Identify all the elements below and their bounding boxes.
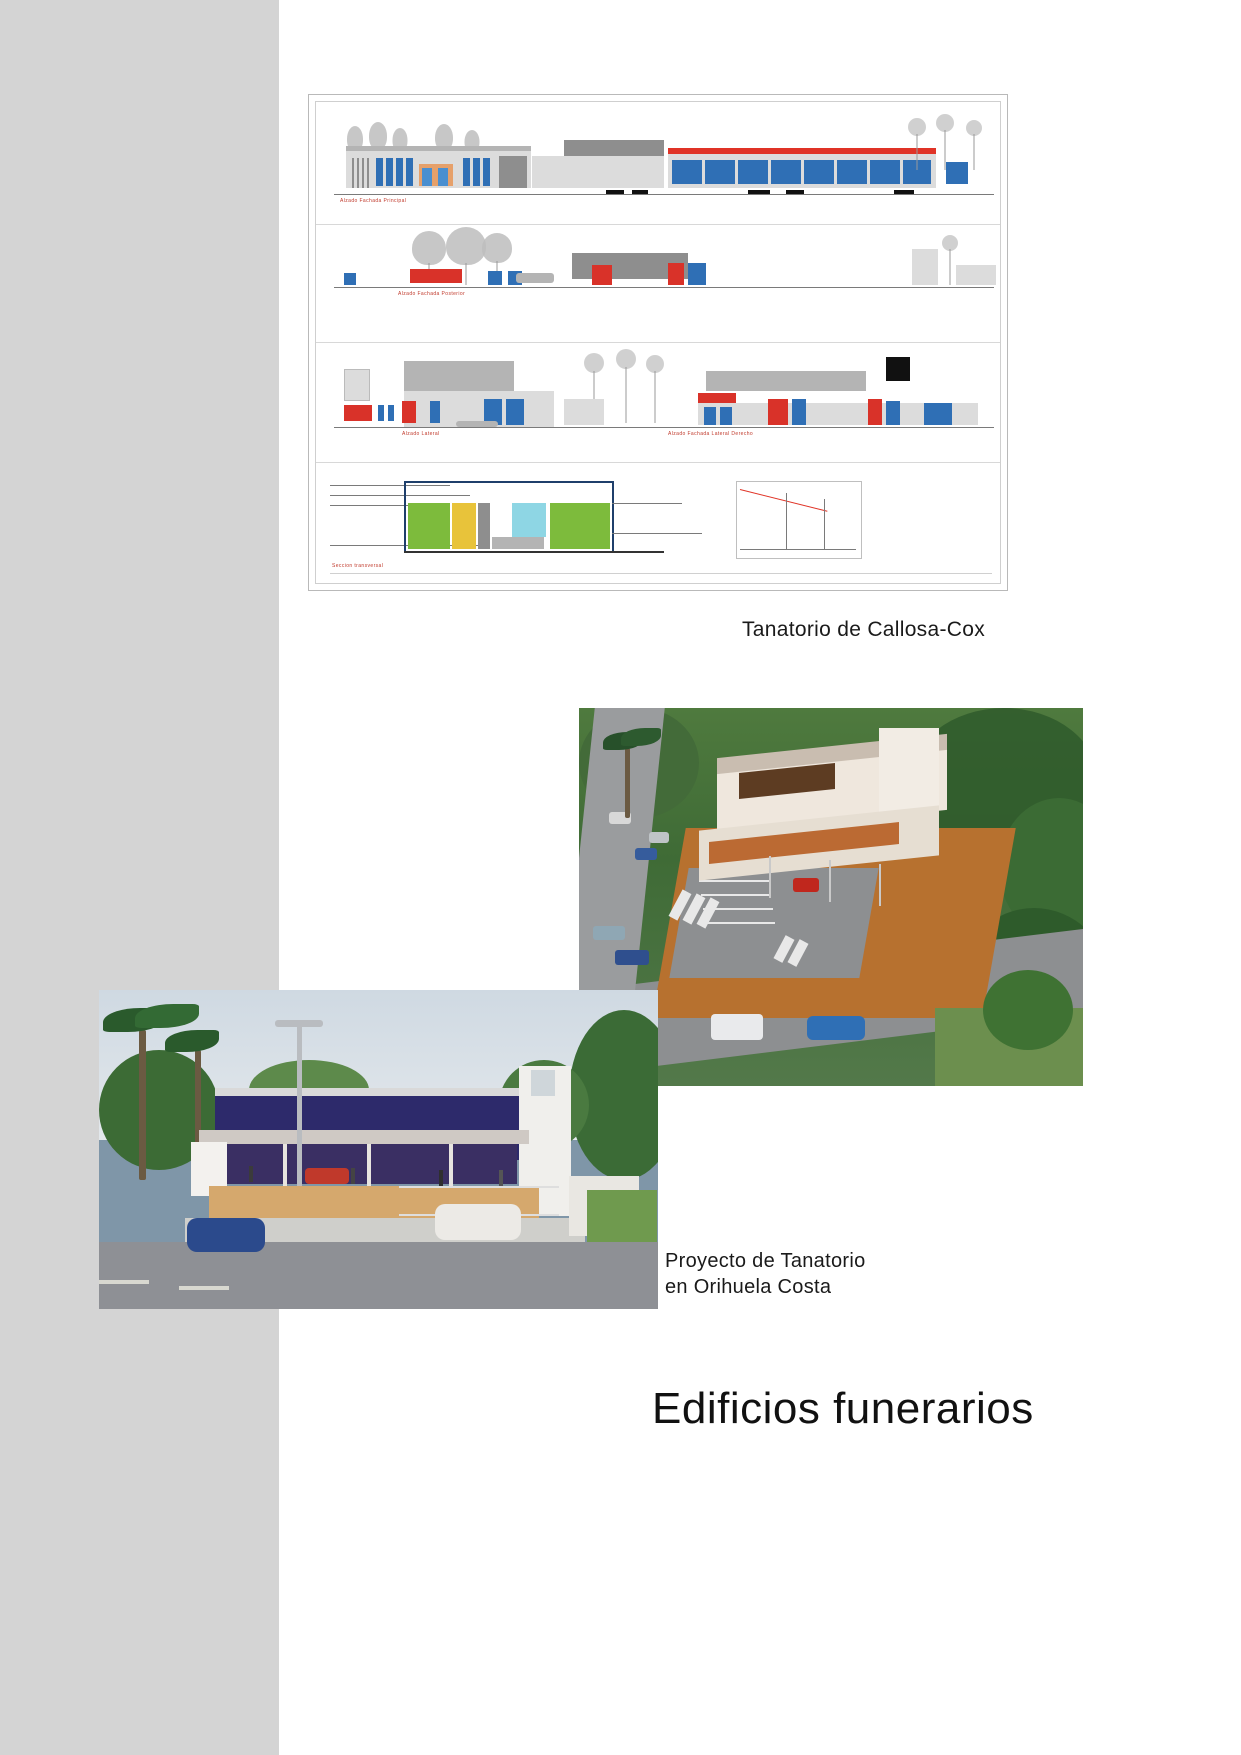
- person: [499, 1170, 503, 1186]
- palm-tree-icon: [966, 120, 982, 170]
- diagram-line: [824, 499, 825, 549]
- canopy: [199, 1130, 529, 1144]
- window: [488, 271, 502, 285]
- street-lamp-arm: [275, 1020, 323, 1027]
- building-window: [531, 1070, 555, 1096]
- mullion: [367, 158, 369, 188]
- render-street-image: [99, 990, 658, 1309]
- building-roof: [346, 146, 531, 151]
- section-wall: [478, 503, 490, 549]
- window: [376, 158, 383, 186]
- building-volume: [564, 140, 664, 156]
- window: [720, 407, 732, 425]
- window: [804, 160, 834, 184]
- window: [378, 405, 384, 421]
- drawing-sheet-inner: [315, 101, 1001, 584]
- parking-line: [701, 894, 771, 896]
- canopy-column: [769, 856, 771, 898]
- car: [305, 1168, 349, 1184]
- ground-line: [334, 287, 994, 288]
- palm-trunk: [625, 748, 630, 818]
- window: [738, 160, 768, 184]
- palm-trunk: [139, 1030, 146, 1180]
- building-volume: [344, 369, 370, 401]
- drawing-sheet: [308, 94, 1008, 591]
- building-mass: [532, 156, 664, 188]
- diagram-line: [786, 493, 787, 549]
- window: [422, 168, 432, 186]
- window: [438, 168, 448, 186]
- window: [705, 160, 735, 184]
- canopy-column: [829, 860, 831, 902]
- dark-volume: [886, 357, 910, 381]
- window: [483, 158, 490, 186]
- window: [386, 158, 393, 186]
- palm-tree-icon: [908, 118, 926, 170]
- panel-label-1: Alzado Fachada Principal: [340, 198, 407, 204]
- panel-label-2: Alzado Fachada Posterior: [398, 291, 466, 297]
- facade-panel: [344, 405, 372, 421]
- section-room: [408, 503, 450, 549]
- road-marking: [99, 1280, 149, 1284]
- elevation-panel-1: [316, 102, 1000, 225]
- person: [439, 1170, 443, 1186]
- person: [351, 1168, 355, 1184]
- window: [406, 158, 413, 186]
- diagram-base: [740, 549, 856, 550]
- person: [249, 1166, 253, 1182]
- window: [506, 399, 524, 425]
- window: [473, 158, 480, 186]
- building-volume: [499, 156, 527, 188]
- facade-panel: [592, 265, 612, 285]
- palm-tree-icon: [936, 114, 954, 170]
- mullion: [357, 158, 359, 188]
- building-parapet: [215, 1088, 525, 1096]
- palm-tree-icon: [646, 355, 664, 423]
- road: [99, 1242, 658, 1309]
- building-volume: [564, 399, 604, 425]
- canopy-column: [879, 864, 881, 906]
- road-marking: [179, 1286, 229, 1290]
- window: [886, 401, 900, 425]
- building-volume: [912, 249, 938, 285]
- window: [396, 158, 403, 186]
- ground-line: [334, 427, 994, 428]
- elevation-panel-2: [316, 225, 1000, 343]
- window: [388, 405, 394, 421]
- building-volume: [404, 361, 514, 391]
- car: [793, 878, 819, 892]
- car: [807, 1016, 865, 1040]
- section-stairs: [492, 537, 544, 549]
- panel-label-4: Alzado Fachada Lateral Derecho: [668, 431, 754, 437]
- window: [672, 160, 702, 184]
- window: [430, 401, 440, 423]
- van: [711, 1014, 763, 1040]
- car: [593, 926, 625, 940]
- panel-label-5: Seccion transversal: [332, 563, 384, 569]
- facade-panel: [668, 263, 684, 285]
- car: [435, 1204, 521, 1240]
- ground-line: [334, 194, 994, 195]
- palm-tree-icon: [616, 349, 636, 423]
- leader-line: [612, 533, 702, 534]
- window: [870, 160, 900, 184]
- mullion: [352, 158, 354, 188]
- window: [463, 158, 470, 186]
- car: [187, 1218, 265, 1252]
- caption-orihuela-line1: Proyecto de Tanatorio: [665, 1250, 866, 1272]
- elevation-panel-3: [316, 343, 1000, 463]
- parking-line: [699, 880, 769, 882]
- building-volume: [956, 265, 996, 285]
- sheet-bottom-rule: [330, 573, 992, 574]
- caption-orihuela-line2: en Orihuela Costa: [665, 1276, 832, 1298]
- leader-line: [612, 503, 682, 504]
- left-color-band: [0, 0, 279, 1755]
- building-volume: [706, 371, 866, 391]
- section-room: [550, 503, 610, 549]
- window: [704, 407, 716, 425]
- window: [924, 403, 952, 425]
- page-title: Edificios funerarios: [652, 1384, 1034, 1433]
- car: [635, 848, 657, 860]
- mullion: [362, 158, 364, 188]
- facade-panel: [410, 269, 462, 283]
- window: [792, 399, 806, 425]
- facade-panel: [402, 401, 416, 423]
- tree-canopy: [983, 970, 1073, 1050]
- car: [615, 950, 649, 965]
- parking-line: [705, 922, 775, 924]
- facade-panel: [868, 399, 882, 425]
- section-room: [512, 503, 546, 537]
- panel-label-3: Alzado Lateral: [402, 431, 440, 437]
- window: [344, 273, 356, 285]
- caption-callosa: Tanatorio de Callosa-Cox: [742, 618, 985, 641]
- car: [516, 273, 554, 283]
- caption-orihuela: [665, 1248, 866, 1300]
- facade-panel: [768, 399, 788, 425]
- red-fascia: [698, 393, 736, 403]
- car: [649, 832, 669, 843]
- section-floor-line: [404, 551, 664, 553]
- section-room: [452, 503, 476, 549]
- window: [771, 160, 801, 184]
- section-panel: [316, 463, 1000, 585]
- window: [688, 263, 706, 285]
- window: [837, 160, 867, 184]
